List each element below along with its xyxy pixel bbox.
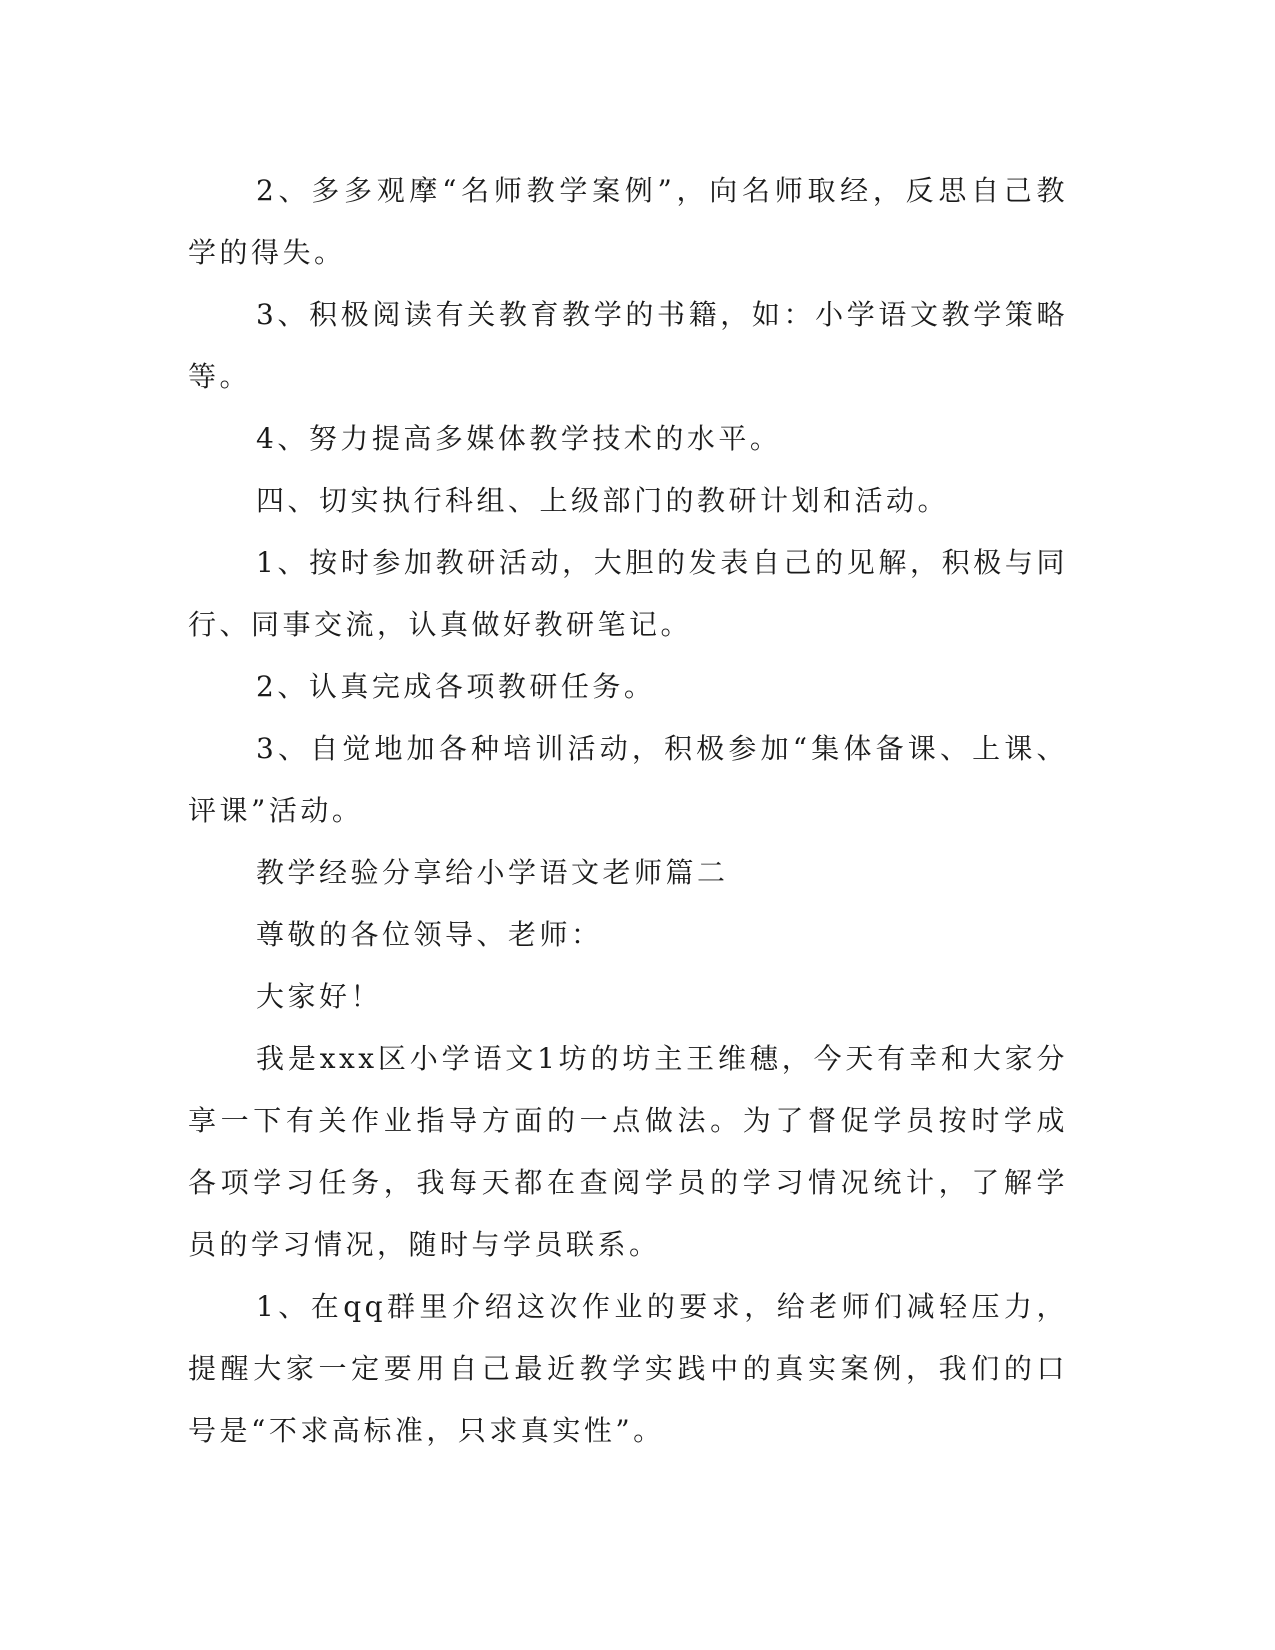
- paragraph-qq-group: 1、在qq群里介绍这次作业的要求，给老师们减轻压力，提醒大家一定要用自己最近教学实践中的真实案例，我们的口号是“不求高标准，只求真实性”。: [188, 1290, 1068, 1447]
- salutation: 尊敬的各位领导、老师：: [256, 918, 603, 951]
- document-body: [188, 160, 1068, 1462]
- greeting: 大家好！: [256, 980, 383, 1013]
- paragraph-read-books: 3、积极阅读有关教育教学的书籍，如：小学语文教学策略等。: [188, 298, 1068, 393]
- paragraph-research-tasks: 2、认真完成各项教研任务。: [256, 670, 656, 703]
- paragraph-training-activities: 3、自觉地加各种培训活动，积极参加“集体备课、上课、评课”活动。: [188, 732, 1068, 827]
- article-title-part-two: 教学经验分享给小学语文老师篇二: [256, 856, 729, 889]
- paragraph-introduction: 我是xxx区小学语文1坊的坊主王维穗，今天有幸和大家分享一下有关作业指导方面的一点做法。为了督促学员按时学成各项学习任务，我每天都在查阅学员的学习情况统计，了解学员的学习情况，随时与学员联系。: [188, 1042, 1068, 1261]
- paragraph-observe-cases: 2、多多观摩“名师教学案例”，向名师取经，反思自己教学的得失。: [188, 174, 1068, 269]
- paragraph-multimedia: 4、努力提高多媒体教学技术的水平。: [256, 422, 782, 455]
- section-heading-research-plan: 四、切实执行科组、上级部门的教研计划和活动。: [256, 484, 950, 517]
- paragraph-research-activities: 1、按时参加教研活动，大胆的发表自己的见解，积极与同行、同事交流，认真做好教研笔记。: [188, 546, 1068, 641]
